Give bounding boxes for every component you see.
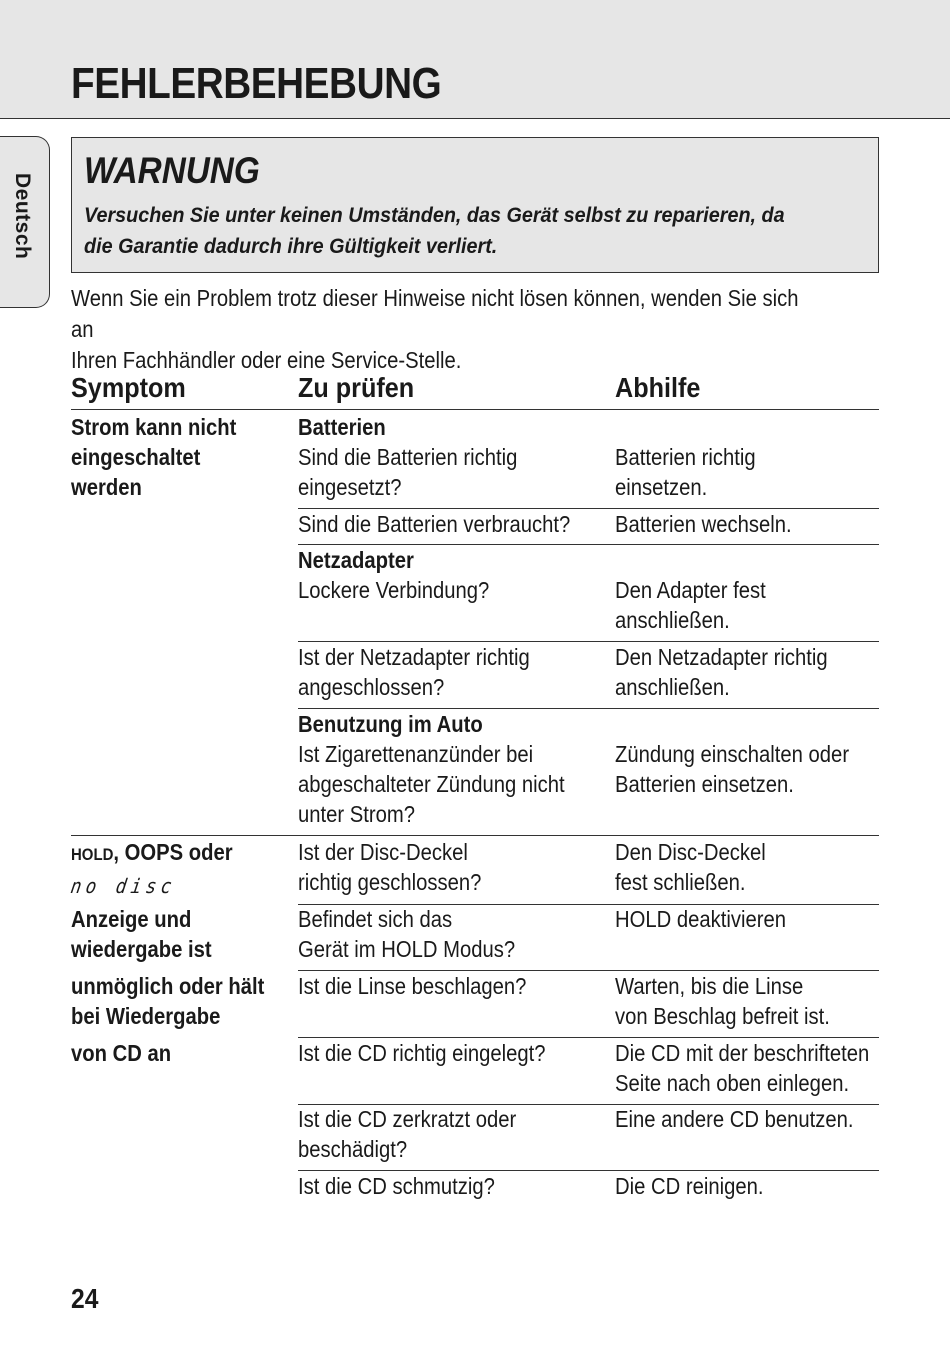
page-number: 24 xyxy=(71,1283,99,1314)
check-cell xyxy=(298,837,481,897)
check-line: richtig geschlossen? xyxy=(298,869,482,895)
remedy-line: Warten, bis die Linse xyxy=(615,973,804,999)
language-tab xyxy=(0,136,50,308)
remedy-cell xyxy=(615,904,786,934)
check-group-heading: Netzadapter xyxy=(298,547,414,573)
symptom-display xyxy=(71,904,212,964)
symptom-line xyxy=(71,870,233,901)
language-tab-label: Deutsch xyxy=(11,173,34,260)
header-symptom: Symptom xyxy=(71,372,186,403)
row-divider xyxy=(298,544,879,545)
remedy-line: einsetzen. xyxy=(615,474,708,500)
symptom-line: Strom kann nicht xyxy=(71,414,237,440)
hold-word: HOLD xyxy=(71,845,114,864)
remedy-cell xyxy=(615,1038,869,1098)
warning-line: die Garantie dadurch ihre Gültigkeit verliert. xyxy=(84,234,498,258)
symptom-hold xyxy=(71,837,233,901)
check-cell xyxy=(298,971,526,1001)
remedy-line: Den Netzadapter richtig xyxy=(615,644,828,670)
symptom-line xyxy=(71,837,233,870)
symptom-power xyxy=(71,412,236,502)
remedy-line: Batterien einsetzen. xyxy=(615,771,794,797)
check-line: Ist die CD richtig eingelegt? xyxy=(298,1040,546,1066)
check-line: Ist der Netzadapter richtig xyxy=(298,644,530,670)
symptom-line: werden xyxy=(71,474,142,500)
warning-title: WARNUNG xyxy=(84,150,260,191)
check-cell xyxy=(298,709,565,829)
symptom-line: wiedergabe ist xyxy=(71,936,212,962)
check-cell xyxy=(298,1104,516,1164)
remedy-line: Die CD mit der beschrifteten xyxy=(615,1040,870,1066)
remedy-line: Eine andere CD benutzen. xyxy=(615,1106,854,1132)
header-check: Zu prüfen xyxy=(298,372,415,403)
warning-box xyxy=(71,137,879,273)
check-line: eingesetzt? xyxy=(298,474,402,500)
remedy-line: Den Adapter fest xyxy=(615,577,766,603)
symptom-line: unmöglich oder hält xyxy=(71,973,265,999)
check-cell xyxy=(298,642,530,702)
lcd-display-text: no disc xyxy=(69,874,178,898)
check-line: Ist der Disc-Deckel xyxy=(298,839,468,865)
check-line: unter Strom? xyxy=(298,801,415,827)
check-line: Ist die Linse beschlagen? xyxy=(298,973,527,999)
check-group-heading: Batterien xyxy=(298,414,386,440)
row-divider xyxy=(298,641,879,642)
remedy-cell xyxy=(615,837,766,897)
remedy-line: Den Disc-Deckel xyxy=(615,839,766,865)
symptom-line: eingeschaltet xyxy=(71,444,201,470)
remedy-cell xyxy=(615,442,756,502)
remedy-line: Seite nach oben einlegen. xyxy=(615,1070,850,1096)
row-divider xyxy=(298,1104,879,1105)
remedy-cell xyxy=(615,509,792,539)
remedy-cell xyxy=(615,575,766,635)
check-group-heading: Benutzung im Auto xyxy=(298,711,483,737)
table-header xyxy=(71,368,879,410)
check-line: Ist die CD zerkratzt oder xyxy=(298,1106,517,1132)
remedy-cell xyxy=(615,739,849,799)
intro-line: Ihren Fachhändler oder eine Service-Stelle. xyxy=(71,347,462,373)
check-line: Sind die Batterien richtig xyxy=(298,444,518,470)
row-divider xyxy=(298,1037,879,1038)
symptom-display-cont xyxy=(71,971,264,1031)
warning-line: Versuchen Sie unter keinen Umständen, das Gerät selbst zu reparieren, da xyxy=(84,203,785,227)
remedy-line: von Beschlag befreit ist. xyxy=(615,1003,830,1029)
remedy-cell xyxy=(615,1104,854,1134)
row-divider xyxy=(298,708,879,709)
remedy-line: Batterien richtig xyxy=(615,444,756,470)
check-line: beschädigt? xyxy=(298,1136,408,1162)
remedy-line: fest schließen. xyxy=(615,869,746,895)
check-line: Gerät im HOLD Modus? xyxy=(298,936,516,962)
check-cell xyxy=(298,412,517,502)
check-line: Lockere Verbindung? xyxy=(298,577,490,603)
check-line: Ist die CD schmutzig? xyxy=(298,1173,495,1199)
row-divider xyxy=(298,1170,879,1171)
check-line: angeschlossen? xyxy=(298,674,445,700)
remedy-cell xyxy=(615,971,830,1031)
check-cell xyxy=(298,1038,546,1068)
intro-line: Wenn Sie ein Problem trotz dieser Hinweise nicht lösen können, wenden Sie sich an xyxy=(71,285,799,342)
hold-rest: , OOPS oder xyxy=(113,839,233,865)
remedy-line: HOLD deaktivieren xyxy=(615,906,786,932)
remedy-line: Batterien wechseln. xyxy=(615,511,792,537)
symptom-line: von CD an xyxy=(71,1040,172,1066)
row-divider xyxy=(71,835,879,836)
row-divider xyxy=(298,508,879,509)
row-divider xyxy=(298,904,879,905)
remedy-line: Zündung einschalten oder xyxy=(615,741,850,767)
check-line: Sind die Batterien verbraucht? xyxy=(298,511,571,537)
check-cell xyxy=(298,509,570,539)
row-divider xyxy=(298,970,879,971)
intro-paragraph xyxy=(71,283,819,376)
remedy-cell xyxy=(615,1171,764,1201)
header-remedy: Abhilfe xyxy=(615,372,701,403)
page-title: FEHLERBEHEBUNG xyxy=(71,59,442,108)
remedy-line: anschließen. xyxy=(615,607,730,633)
remedy-cell xyxy=(615,642,828,702)
check-line: abgeschalteter Zündung nicht xyxy=(298,771,565,797)
warning-text xyxy=(84,200,820,262)
remedy-line: Die CD reinigen. xyxy=(615,1173,764,1199)
symptom-line: bei Wiedergabe xyxy=(71,1003,221,1029)
remedy-line: anschließen. xyxy=(615,674,730,700)
check-cell xyxy=(298,904,515,964)
troubleshooting-table xyxy=(69,368,879,1199)
symptom-display-end xyxy=(71,1038,171,1068)
symptom-line: Anzeige und xyxy=(71,906,192,932)
check-line: Befindet sich das xyxy=(298,906,453,932)
check-line: Ist Zigarettenanzünder bei xyxy=(298,741,534,767)
check-cell xyxy=(298,1171,495,1201)
check-cell xyxy=(298,545,489,605)
